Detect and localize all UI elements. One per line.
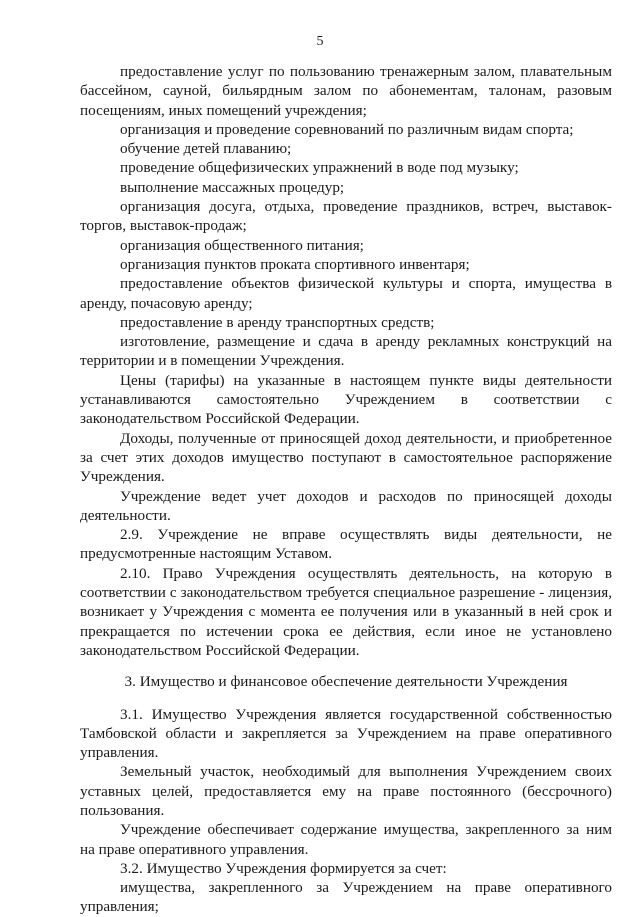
paragraph: 2.10. Право Учреждения осуществлять деятельность, на которую в соответствии с законодательством требуется специальное разрешение - лицензия, возникает у Учреждения с момента ее получения или в указанный в ней срок и прекращается по истечении срока ее действия, если иное не установлено законодательством Российской Федерации. bbox=[80, 564, 612, 659]
paragraph: Учреждение ведет учет доходов и расходов по приносящей доходы деятельности. bbox=[80, 487, 612, 524]
paragraph: предоставление объектов физической культуры и спорта, имущества в аренду, почасовую аренду; bbox=[80, 275, 612, 312]
paragraph: выполнение массажных процедур; bbox=[120, 178, 345, 196]
paragraph: обучение детей плаванию; bbox=[120, 140, 292, 158]
paragraph: 3.2. Имущество Учреждения формируется за счет: bbox=[120, 859, 447, 877]
paragraph: Цены (тарифы) на указанные в настоящем пункте виды деятельности устанавливаются самостоятельно Учреждением в соответствии с законодательством Российской Федерации. bbox=[80, 371, 612, 428]
paragraph: Земельный участок, необходимый для выполнения Учреждением своих уставных целей, предоставляется ему на праве постоянного (бессрочного) пользования. bbox=[80, 763, 612, 819]
document-body bbox=[80, 62, 612, 917]
section-heading: 3. Имущество и финансовое обеспечение деятельности Учреждения bbox=[124, 673, 568, 691]
paragraph: предоставление услуг по пользованию тренажерным залом, плавательным бассейном, сауной, бильярдным залом по абонементам, талонам, разовым посещениям, иных помещений учреждения; bbox=[80, 63, 612, 119]
paragraph: организация общественного питания; bbox=[120, 236, 364, 254]
paragraph: 2.9. Учреждение не вправе осуществлять виды деятельности, не предусмотренные настоящим Уставом. bbox=[80, 526, 612, 563]
paragraph: Доходы, полученные от приносящей доход деятельности, и приобретенное за счет этих доходов имущество поступают в самостоятельное распоряжение Учреждения. bbox=[80, 429, 612, 486]
paragraph: предоставление в аренду транспортных средств; bbox=[120, 313, 435, 331]
paragraph: 3.1. Имущество Учреждения является государственной собственностью Тамбовской области и закрепляется за Учреждением на праве оперативного управления. bbox=[80, 705, 612, 762]
paragraph: организация пунктов проката спортивного инвентаря; bbox=[120, 255, 470, 273]
paragraph: Учреждение обеспечивает содержание имущества, закрепленного за ним на праве оперативного управления. bbox=[80, 821, 612, 858]
paragraph: проведение общефизических упражнений в воде под музыку; bbox=[120, 159, 519, 177]
paragraph: организация и проведение соревнований по различным видам спорта; bbox=[120, 120, 574, 138]
paragraph: имущества, закрепленного за Учреждением на праве оперативного управления; bbox=[80, 879, 612, 916]
paragraph: организация досуга, отдыха, проведение праздников, встреч, выставок-торгов, выставок-продаж; bbox=[80, 198, 612, 235]
paragraph: изготовление, размещение и сдача в аренду рекламных конструкций на территории и в помещении Учреждения. bbox=[80, 333, 612, 370]
page-number: 5 bbox=[316, 34, 324, 49]
